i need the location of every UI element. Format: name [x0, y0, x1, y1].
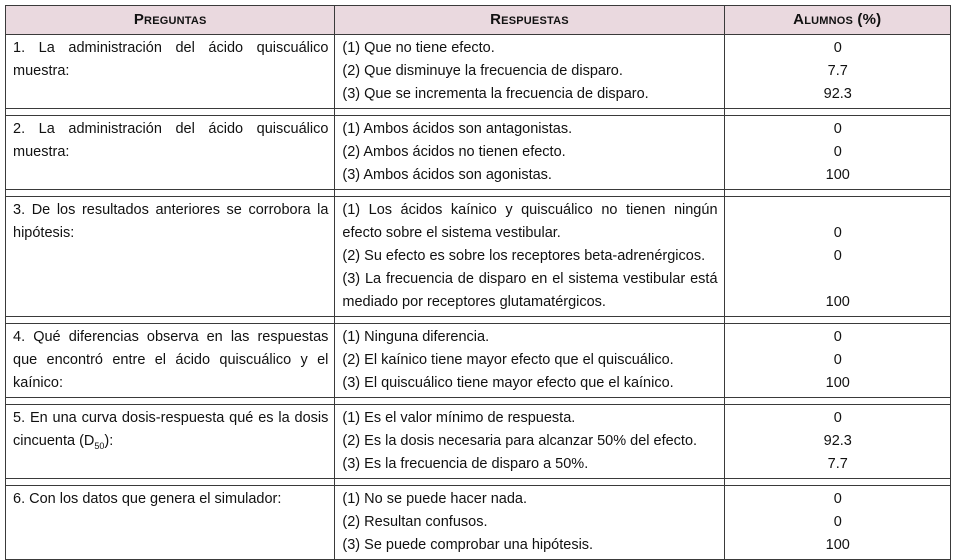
- percent-value: 0: [833, 144, 842, 160]
- response-option: (1) Los ácidos kaínico y quiscuálico no tienen ningún efecto sobre el sistema vestibular.: [342, 202, 718, 241]
- response-option: (2) Resultan confusos.: [342, 514, 488, 530]
- table-body: [6, 35, 951, 560]
- response-option: (3) Se puede comprobar una hipótesis.: [342, 537, 594, 553]
- response-option: (3) La frecuencia de disparo en el sistema vestibular está mediado por receptores glutamatérgicos.: [342, 271, 718, 310]
- question-text: 1. La administración del ácido quiscuálico muestra:: [13, 40, 329, 79]
- survey-table: [5, 5, 951, 560]
- response-option: (3) Es la frecuencia de disparo a 50%.: [342, 456, 589, 472]
- row-gap-cell: [335, 479, 724, 486]
- responses-cell: [335, 197, 724, 317]
- question-text: 5. En una curva dosis-respuesta qué es la dosis cincuenta (D: [13, 410, 329, 449]
- responses-cell: [335, 116, 724, 190]
- row-gap-cell: [724, 317, 950, 324]
- response-option: (1) Es el valor mínimo de respuesta.: [342, 410, 576, 426]
- percent-value: 0: [833, 121, 842, 137]
- row-gap-cell: [335, 398, 724, 405]
- percent-value: 100: [825, 167, 850, 183]
- percent-cell: [724, 116, 950, 190]
- header-row: [6, 6, 951, 35]
- table-row: [6, 324, 951, 398]
- percent-value: 0: [833, 248, 842, 264]
- percent-value: 7.7: [827, 456, 848, 472]
- header-preguntas: Preguntas: [6, 6, 335, 35]
- question-cell: [6, 116, 335, 190]
- table-row: [6, 116, 951, 190]
- question-text: 4. Qué diferencias observa en las respuestas que encontró entre el ácido quiscuálico y el kaínico:: [13, 329, 329, 391]
- row-gap-cell: [6, 190, 335, 197]
- row-gap-cell: [6, 398, 335, 405]
- table-row: [6, 35, 951, 109]
- percent-cell: [724, 35, 950, 109]
- row-gap: [6, 190, 951, 197]
- row-gap: [6, 317, 951, 324]
- responses-cell: [335, 324, 724, 398]
- row-gap-cell: [6, 317, 335, 324]
- percent-cell: [724, 405, 950, 479]
- response-option: (1) Ambos ácidos son antagonistas.: [342, 121, 573, 137]
- percent-cell: [724, 197, 950, 317]
- row-gap: [6, 398, 951, 405]
- row-gap-cell: [724, 398, 950, 405]
- response-option: (3) Que se incrementa la frecuencia de disparo.: [342, 86, 649, 102]
- row-gap-cell: [335, 317, 724, 324]
- responses-cell: [335, 486, 724, 560]
- percent-value: 0: [833, 410, 842, 426]
- percent-value: 0: [833, 225, 842, 241]
- row-gap-cell: [335, 190, 724, 197]
- response-option: (1) Ninguna diferencia.: [342, 329, 490, 345]
- table-row: [6, 486, 951, 560]
- question-text: 6. Con los datos que genera el simulador:: [13, 491, 282, 507]
- row-gap-cell: [6, 479, 335, 486]
- response-option: (2) Su efecto es sobre los receptores beta-adrenérgicos.: [342, 248, 706, 264]
- percent-value: 0: [833, 329, 842, 345]
- percent-value: 100: [825, 375, 850, 391]
- question-subscript: 50: [94, 440, 105, 451]
- percent-value: 0: [833, 40, 842, 56]
- question-cell: [6, 324, 335, 398]
- percent-value: 100: [825, 537, 850, 553]
- percent-value: 100: [825, 294, 850, 310]
- header-alumnos: Alumnos (%): [724, 6, 950, 35]
- row-gap-cell: [6, 109, 335, 116]
- response-option: (1) No se puede hacer nada.: [342, 491, 527, 507]
- percent-spacer: [732, 268, 944, 291]
- question-cell: [6, 35, 335, 109]
- percent-spacer: [732, 199, 944, 222]
- response-option: (2) Es la dosis necesaria para alcanzar 50% del efecto.: [342, 433, 698, 449]
- header-respuestas: Respuestas: [335, 6, 724, 35]
- row-gap-cell: [724, 109, 950, 116]
- table-row: [6, 405, 951, 479]
- responses-cell: [335, 405, 724, 479]
- percent-value: 0: [833, 491, 842, 507]
- responses-cell: [335, 35, 724, 109]
- question-text: 3. De los resultados anteriores se corrobora la hipótesis:: [13, 202, 329, 241]
- row-gap-cell: [724, 190, 950, 197]
- question-cell: [6, 405, 335, 479]
- table-row: [6, 197, 951, 317]
- question-text: 2. La administración del ácido quiscuálico muestra:: [13, 121, 329, 160]
- response-option: (1) Que no tiene efecto.: [342, 40, 495, 56]
- response-option: (2) Ambos ácidos no tienen efecto.: [342, 144, 566, 160]
- percent-value: 92.3: [823, 433, 852, 449]
- percent-cell: [724, 324, 950, 398]
- percent-value: 0: [833, 514, 842, 530]
- row-gap: [6, 479, 951, 486]
- row-gap: [6, 109, 951, 116]
- row-gap-cell: [335, 109, 724, 116]
- percent-value: 0: [833, 352, 842, 368]
- question-text-end: ):: [104, 433, 114, 449]
- percent-value: 7.7: [827, 63, 848, 79]
- question-cell: [6, 486, 335, 560]
- response-option: (2) El kaínico tiene mayor efecto que el quiscuálico.: [342, 352, 674, 368]
- response-option: (3) El quiscuálico tiene mayor efecto que el kaínico.: [342, 375, 674, 391]
- response-option: (2) Que disminuye la frecuencia de disparo.: [342, 63, 623, 79]
- percent-value: 92.3: [823, 86, 852, 102]
- row-gap-cell: [724, 479, 950, 486]
- percent-cell: [724, 486, 950, 560]
- response-option: (3) Ambos ácidos son agonistas.: [342, 167, 552, 183]
- question-cell: [6, 197, 335, 317]
